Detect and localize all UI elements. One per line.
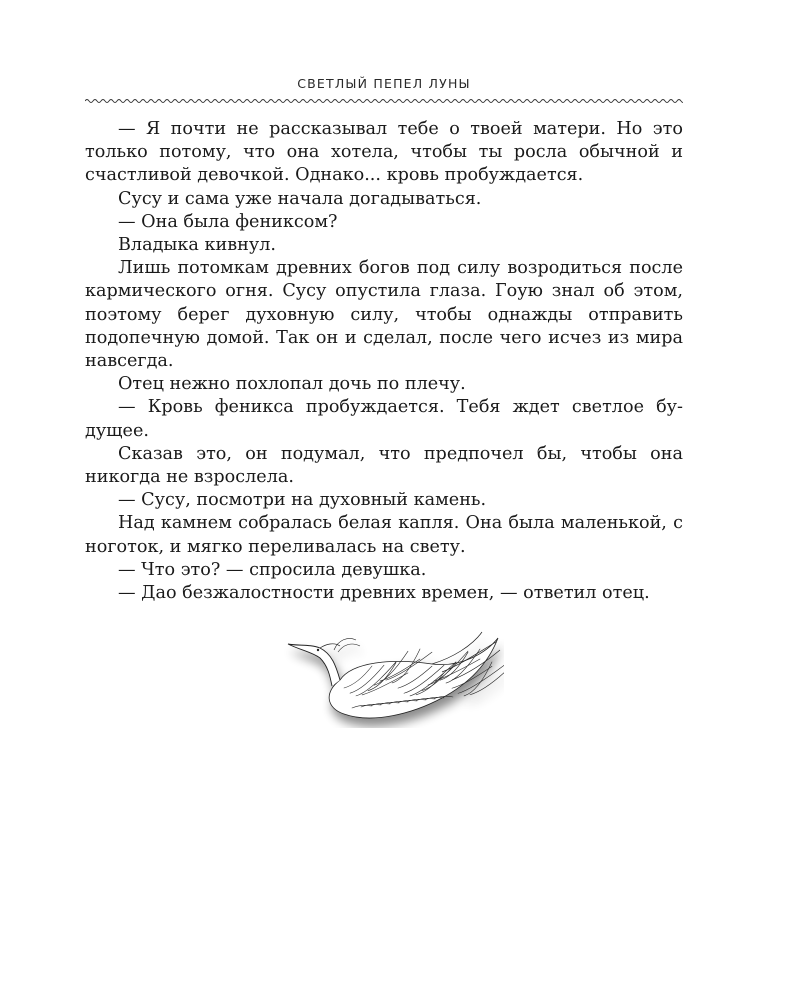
paragraph: Сказав это, он подумал, что предпочел бы, чтобы она никогда не взрослела. bbox=[85, 443, 683, 488]
phoenix-ornament-icon bbox=[282, 628, 504, 728]
paragraph: Владыка кивнул. bbox=[118, 235, 276, 256]
paragraph: — Кровь феникса пробуждается. Тебя ждет светлое будущее. bbox=[85, 397, 683, 441]
paragraph: Над камнем собралась белая капля. Она была маленькой, с ноготок, и мягко переливалась на свету. bbox=[85, 513, 683, 557]
paragraph: Отец нежно похлопал дочь по плечу. bbox=[118, 374, 466, 395]
paragraph: — Что это? — спросила девушка. bbox=[118, 559, 427, 580]
paragraph: — Она была фениксом? bbox=[118, 211, 338, 232]
paragraph: — Я почти не рассказывал тебе о твоей матери. Но это только потому, что она хотела, чтобы ты росла обычной и счастливой девочкой. Однако... кровь пробуждается. bbox=[85, 119, 683, 186]
paragraph: Лишь потомкам древних богов под силу возродиться после кармического огня. Сусу опустила глаза. Гоую знал об этом, поэтому берег духовную силу, чтобы однажды отправить подопечную домой. Так он и сделал, после чего исчез из мира навсегда. bbox=[85, 258, 683, 372]
feather-stroke bbox=[470, 673, 504, 695]
running-head: СВЕТЛЫЙ ПЕПЕЛ ЛУНЫ bbox=[297, 76, 471, 91]
paragraph: — Дао безжалостности древних времен, — ответил отец. bbox=[118, 583, 650, 604]
paragraph: Сусу и сама уже начала догадываться. bbox=[118, 188, 482, 209]
paragraph: — Сусу, посмотри на духовный камень. bbox=[118, 490, 487, 511]
wavy-divider bbox=[85, 96, 683, 106]
body-text bbox=[85, 118, 683, 605]
